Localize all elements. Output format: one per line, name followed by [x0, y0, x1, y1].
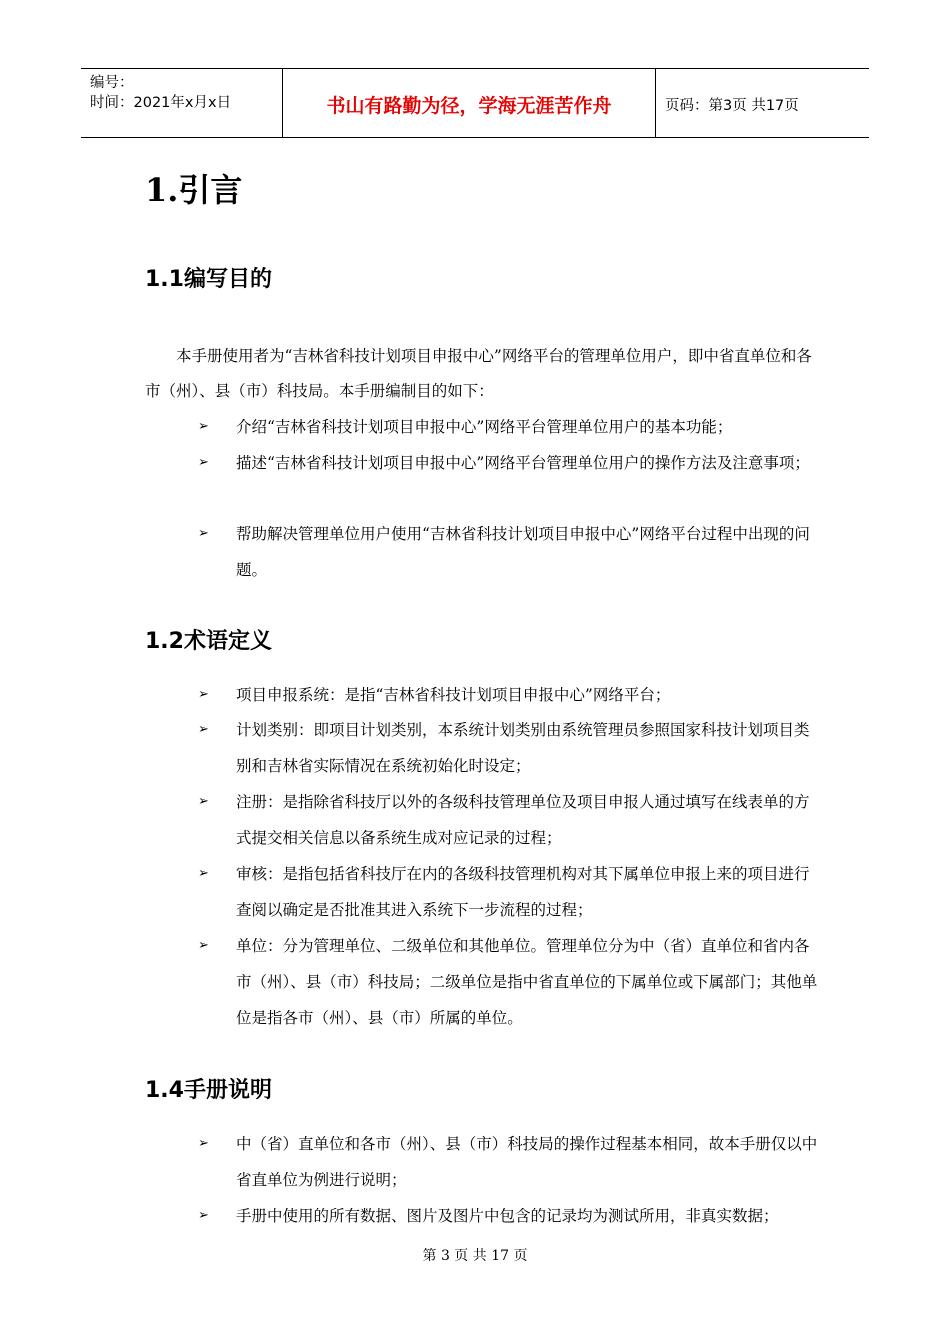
section-1-1-paragraph: 本手册使用者为“吉林省科技计划项目申报中心”网络平台的管理单位用户，即中省直单位和各市（州）、县（市）科技局。本手册编制目的如下： — [145, 347, 812, 400]
header-middle-cell — [282, 69, 656, 137]
list-item — [198, 445, 818, 481]
section-heading-1-4: 1.4手册说明 — [145, 1078, 272, 1103]
list-item-text: 描述“吉林省科技计划项目申报中心”网络平台管理单位用户的操作方法及注意事项； — [236, 454, 810, 472]
list-item-text: 介绍“吉林省科技计划项目申报中心”网络平台管理单位用户的基本功能； — [236, 418, 733, 436]
list-item — [198, 516, 818, 588]
list-item — [198, 712, 818, 784]
list-item-text: 项目申报系统：是指“吉林省科技计划项目申报中心”网络平台； — [236, 686, 671, 704]
list-item — [198, 409, 818, 445]
section-heading-1-1: 1.1编写目的 — [145, 267, 272, 292]
chapter-title: 1.引言 — [145, 171, 243, 209]
list-item — [198, 856, 818, 928]
arrow-bullet-icon: ➢ — [198, 938, 209, 953]
header-page-info: 页码：第3页 共17页 — [665, 98, 799, 114]
arrow-bullet-icon: ➢ — [198, 866, 209, 881]
arrow-bullet-icon: ➢ — [198, 722, 209, 737]
page-header — [81, 68, 869, 138]
page-footer: 第 3 页 共 17 页 — [422, 1248, 528, 1264]
list-item — [198, 928, 818, 1036]
list-item-text: 审核：是指包括省科技厅在内的各级科技管理机构对其下属单位申报上来的项目进行查阅以确定是否批准其进入系统下一步流程的过程； — [236, 865, 810, 919]
section-heading-1-2: 1.2术语定义 — [145, 629, 272, 654]
arrow-bullet-icon: ➢ — [198, 1208, 209, 1223]
arrow-bullet-icon: ➢ — [198, 526, 209, 541]
list-item — [198, 784, 818, 856]
list-item — [198, 1198, 818, 1234]
arrow-bullet-icon: ➢ — [198, 1136, 209, 1151]
document-date: 时间：2021年x月x日 — [90, 95, 232, 111]
header-right-cell — [656, 69, 869, 137]
arrow-bullet-icon: ➢ — [198, 687, 209, 702]
header-left-cell — [81, 69, 281, 137]
header-motto: 书山有路勤为径，学海无涯苦作舟 — [326, 95, 612, 117]
list-item — [198, 1126, 818, 1198]
arrow-bullet-icon: ➢ — [198, 455, 209, 470]
list-item-text: 帮助解决管理单位用户使用“吉林省科技计划项目申报中心”网络平台过程中出现的问题。 — [236, 525, 810, 579]
list-item — [198, 677, 818, 713]
arrow-bullet-icon: ➢ — [198, 794, 209, 809]
document-number-label: 编号： — [90, 75, 134, 91]
list-item-text: 注册：是指除省科技厅以外的各级科技管理单位及项目申报人通过填写在线表单的方式提交相关信息以备系统生成对应记录的过程； — [236, 793, 810, 847]
list-item-text: 手册中使用的所有数据、图片及图片中包含的记录均为测试所用，非真实数据； — [236, 1207, 779, 1225]
arrow-bullet-icon: ➢ — [198, 419, 209, 434]
list-item-text: 单位：分为管理单位、二级单位和其他单位。管理单位分为中（省）直单位和省内各市（州）、县（市）科技局；二级单位是指中省直单位的下属单位或下属部门；其他单位是指各市（州）、县（市）所属的单位。 — [236, 937, 818, 1027]
list-item-text: 计划类别：即项目计划类别，本系统计划类别由系统管理员参照国家科技计划项目类别和吉林省实际情况在系统初始化时设定； — [236, 721, 810, 775]
list-item-text: 中（省）直单位和各市（州）、县（市）科技局的操作过程基本相同，故本手册仅以中省直单位为例进行说明； — [236, 1135, 818, 1189]
